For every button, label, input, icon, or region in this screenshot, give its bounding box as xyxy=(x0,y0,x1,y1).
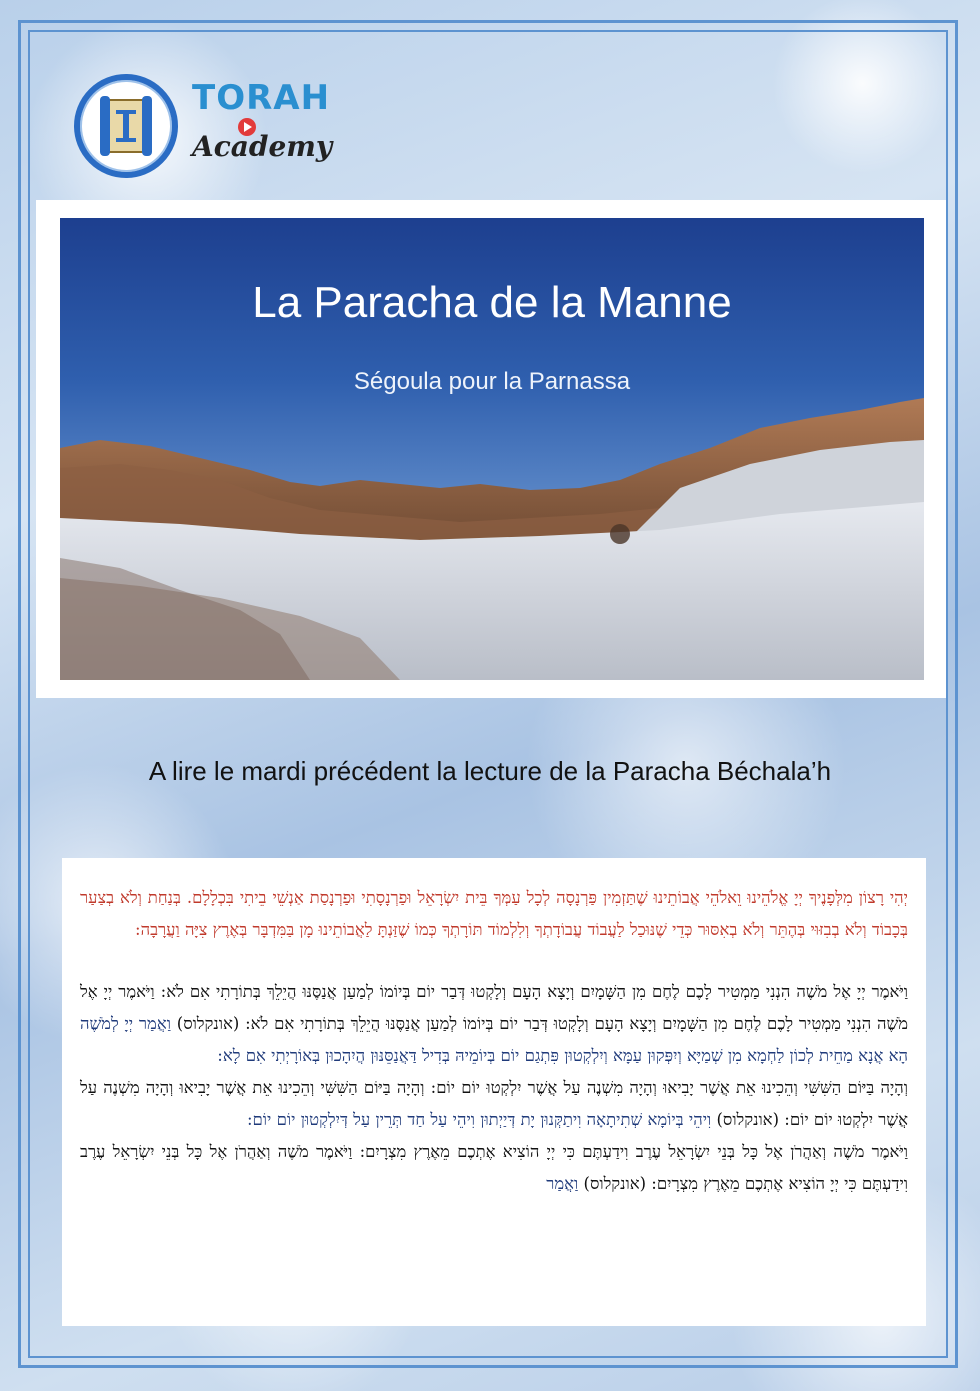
verse-3-onkelos: וַאֲמַר xyxy=(546,1174,579,1193)
torah-verse-3 xyxy=(80,1136,908,1200)
logo-torah-text: TORAH xyxy=(192,78,331,118)
scroll-badge-icon xyxy=(74,74,178,178)
hero-subtitle: Ségoula pour la Parnassa xyxy=(353,368,631,395)
verse-2-onkelos: וִיהֵי בְּיוֹמָא שְׁתִיתָאָה וִיתַקְּנוּן יָת דְּיַיְתוּן וִיהֵי עַל חַד תְּרֵין עַל דְּיִלְקְטוּן יוֹם יוֹם: xyxy=(246,1110,712,1129)
hero-banner xyxy=(60,218,924,680)
verse-2-text: וְהָיָה בַּיּוֹם הַשִּׁשִּׁי וְהֵכִינוּ אֵת אֲשֶׁר יָבִיאוּ וְהָיָה מִשְׁנֶה עַל אֲשֶׁר יִלְקְטוּ יוֹם יוֹם: וְהָיָה בַּיּוֹם הַשִּׁשִּׁי וְהֵכִינוּ אֵת אֲשֶׁר יָבִיאוּ וְהָיָה מִשְׁנֶה עַל אֲשֶׁר יִלְקְטוּ יוֹם יוֹם: (אונקלוס) xyxy=(80,1078,908,1129)
verse-1-text: וַיֹּאמֶר יְיָ אֶל מֹשֶׁה הִנְנִי מַמְטִיר לָכֶם לֶחֶם מִן הַשָּׁמָיִם וְיָצָא הָעָם וְלָקְטוּ דְּבַר יוֹם בְּיוֹמוֹ לְמַעַן אֲנַסֶּנּוּ הֲיֵלֵךְ בְּתוֹרָתִי אִם לֹא: וַיֹּאמֶר יְיָ אֶל מֹשֶׁה הִנְנִי מַמְטִיר לָכֶם לֶחֶם מִן הַשָּׁמָיִם וְיָצָא הָעָם וְלָקְטוּ דְּבַר יוֹם בְּיוֹמוֹ לְמַעַן אֲנַסֶּנּוּ הֲיֵלֵךְ בְּתוֹרָתִי אִם לֹא: (אונקלוס) xyxy=(80,982,909,1033)
verse-3-text: וַיֹּאמֶר מֹשֶׁה וְאַהֲרֹן אֶל כָּל בְּנֵי יִשְׂרָאֵל עֶרֶב וִידַעְתֶּם כִּי יְיָ הוֹצִיא אֶתְכֶם מֵאֶרֶץ מִצְרָיִם: וַיֹּאמֶר מֹשֶׁה וְאַהֲרֹן אֶל כָּל בְּנֵי יִשְׂרָאֵל עֶרֶב וִידַעְתֶּם כִּי יְיָ הוֹצִיא אֶתְכֶם מֵאֶרֶץ מִצְרָיִם: (אונקלוס) xyxy=(80,1142,908,1193)
torah-verse-1 xyxy=(80,976,908,1072)
hebrew-text-box xyxy=(62,858,926,1326)
verse-1-onkelos: וַאֲמַר יְיָ לְמֹשֶׁה הָא אֲנָא מַחֵית לְכוֹן לַחְמָא מִן שְׁמַיָּא וְיִפְּקוּן עַמָּא וְיִלְקְטוּן פִּתְגַם יוֹם בְּיוֹמֵיהּ בְּדִיל דַּאֲנַסֵּנּוּן הֲיִהָכוּן בְּאוֹרָיְתִי אִם לָא: xyxy=(80,1014,908,1065)
torah-verse-2 xyxy=(80,1072,908,1136)
hero-title: La Paracha de la Manne xyxy=(252,278,732,327)
reading-instruction: A lire le mardi précédent la lecture de la Paracha Béchala’h xyxy=(148,756,832,786)
yehi-ratzon-prayer: יְהִי רָצוֹן מִלְּפָנֶיךָ יְיָ אֱלֹהֵינוּ וֵאלֹהֵי אֲבוֹתֵינוּ שֶׁתַּזְמִין פַּרְנָסָה לְכָל עַמְּךָ בֵּית יִשְׂרָאֵל וּפַרְנָסָתִי וּפַרְנָסַת אַנְשֵׁי בֵיתִי בִּכְלָלָם. בְּנַחַת וְלֹא בְצַעַר בְּכָבוֹד וְלֹא בְבִזּוּי בְּהֶתֵּר וְלֹא בְאִסּוּר כְּדֵי שֶׁנּוּכַל לַעֲבוֹד עֲבוֹדָתְךָ וְלִלְמוֹד תּוֹרָתְךָ כְּמוֹ שֶׁזַּנְתָּ לַאֲבוֹתֵינוּ מָן בַּמִּדְבָּר בְּאֶרֶץ צִיָּה וַעֲרָבָה: xyxy=(80,888,908,939)
logo-academy-text: Academy xyxy=(192,130,333,163)
torah-academy-logo xyxy=(74,74,333,174)
